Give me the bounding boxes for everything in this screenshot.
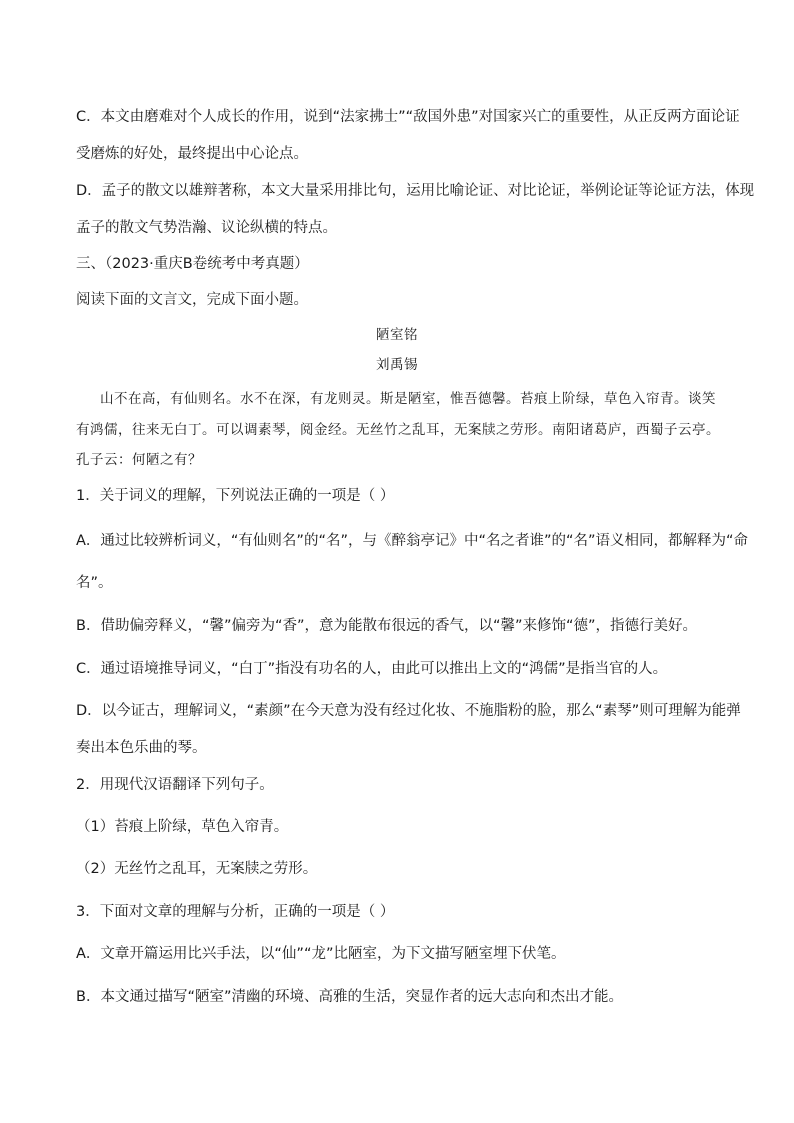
- question-1-option-d-line-2: 奏出本色乐曲的琴。: [76, 740, 207, 756]
- option-c-line-2: 受磨炼的好处，最终提出中心论点。: [76, 146, 308, 162]
- question-1-option-d-line-1: D．以今证古，理解词义，“素颜”在今天意为没有经过化妆、不施脂粉的脸，那么“素琴”则可理解为能弹: [76, 703, 741, 719]
- poem-text-line-1: 山不在高，有仙则名。水不在深，有龙则灵。斯是陋室，惟吾德馨。苔痕上阶绿，草色入帘青。谈笑: [100, 391, 716, 407]
- question-1-option-b: B．借助偏旁释义，“馨”偏旁为“香”，意为能散布很远的香气，以“馨”来修饰“德”，指德行美好。: [76, 618, 698, 634]
- option-d-line-2: 孟子的散文气势浩瀚、议论纵横的特点。: [76, 220, 337, 236]
- section-heading: 三、（2023·重庆B卷统考中考真题）: [76, 256, 309, 272]
- reading-instruction: 阅读下面的文言文，完成下面小题。: [76, 292, 308, 308]
- poem-text-line-2: 有鸿儒，往来无白丁。可以调素琴，阅金经。无丝竹之乱耳，无案牍之劳形。南阳诸葛庐，西蜀子云亭。: [76, 422, 720, 438]
- poem-title: 陋室铭: [376, 327, 418, 343]
- question-2: 2．用现代汉语翻译下列句子。: [76, 777, 274, 793]
- question-2-item-2: （2）无丝竹之乱耳，无案牍之劳形。: [76, 861, 318, 877]
- question-1-option-a-line-2: 名”。: [76, 575, 113, 591]
- question-3-option-b: B．本文通过描写“陋室”清幽的环境、高雅的生活，突显作者的远大志向和杰出才能。: [76, 989, 623, 1005]
- question-2-item-1: （1）苔痕上阶绿，草色入帘青。: [76, 819, 289, 835]
- question-1-option-a-line-1: A．通过比较辨析词义，“有仙则名”的“名”，与《醉翁亭记》中“名之者谁”的“名”语义相同，都解释为“命: [76, 533, 749, 549]
- option-d-line-1: D．孟子的散文以雄辩著称，本文大量采用排比句，运用比喻论证、对比论证，举例论证等论证方法，体现: [76, 183, 755, 199]
- poem-author: 刘禹锡: [376, 357, 418, 373]
- poem-text-line-3: 孔子云：何陋之有？: [76, 452, 202, 468]
- question-1-option-c: C．通过语境推导词义，“白丁”指没有功名的人，由此可以推出上文的“鸿儒”是指当官的人。: [76, 661, 668, 677]
- option-c-line-1: C．本文由磨难对个人成长的作用，说到“法家拂士”“敌国外患”对国家兴亡的重要性，从正反两方面论证: [76, 109, 740, 125]
- question-3: 3．下面对文章的理解与分析，正确的一项是（ ）: [76, 904, 395, 920]
- question-3-option-a: A．文章开篇运用比兴手法，以“仙”“龙”比陋室，为下文描写陋室埋下伏笔。: [76, 946, 566, 962]
- question-1: 1．关于词义的理解，下列说法正确的一项是（ ）: [76, 488, 395, 504]
